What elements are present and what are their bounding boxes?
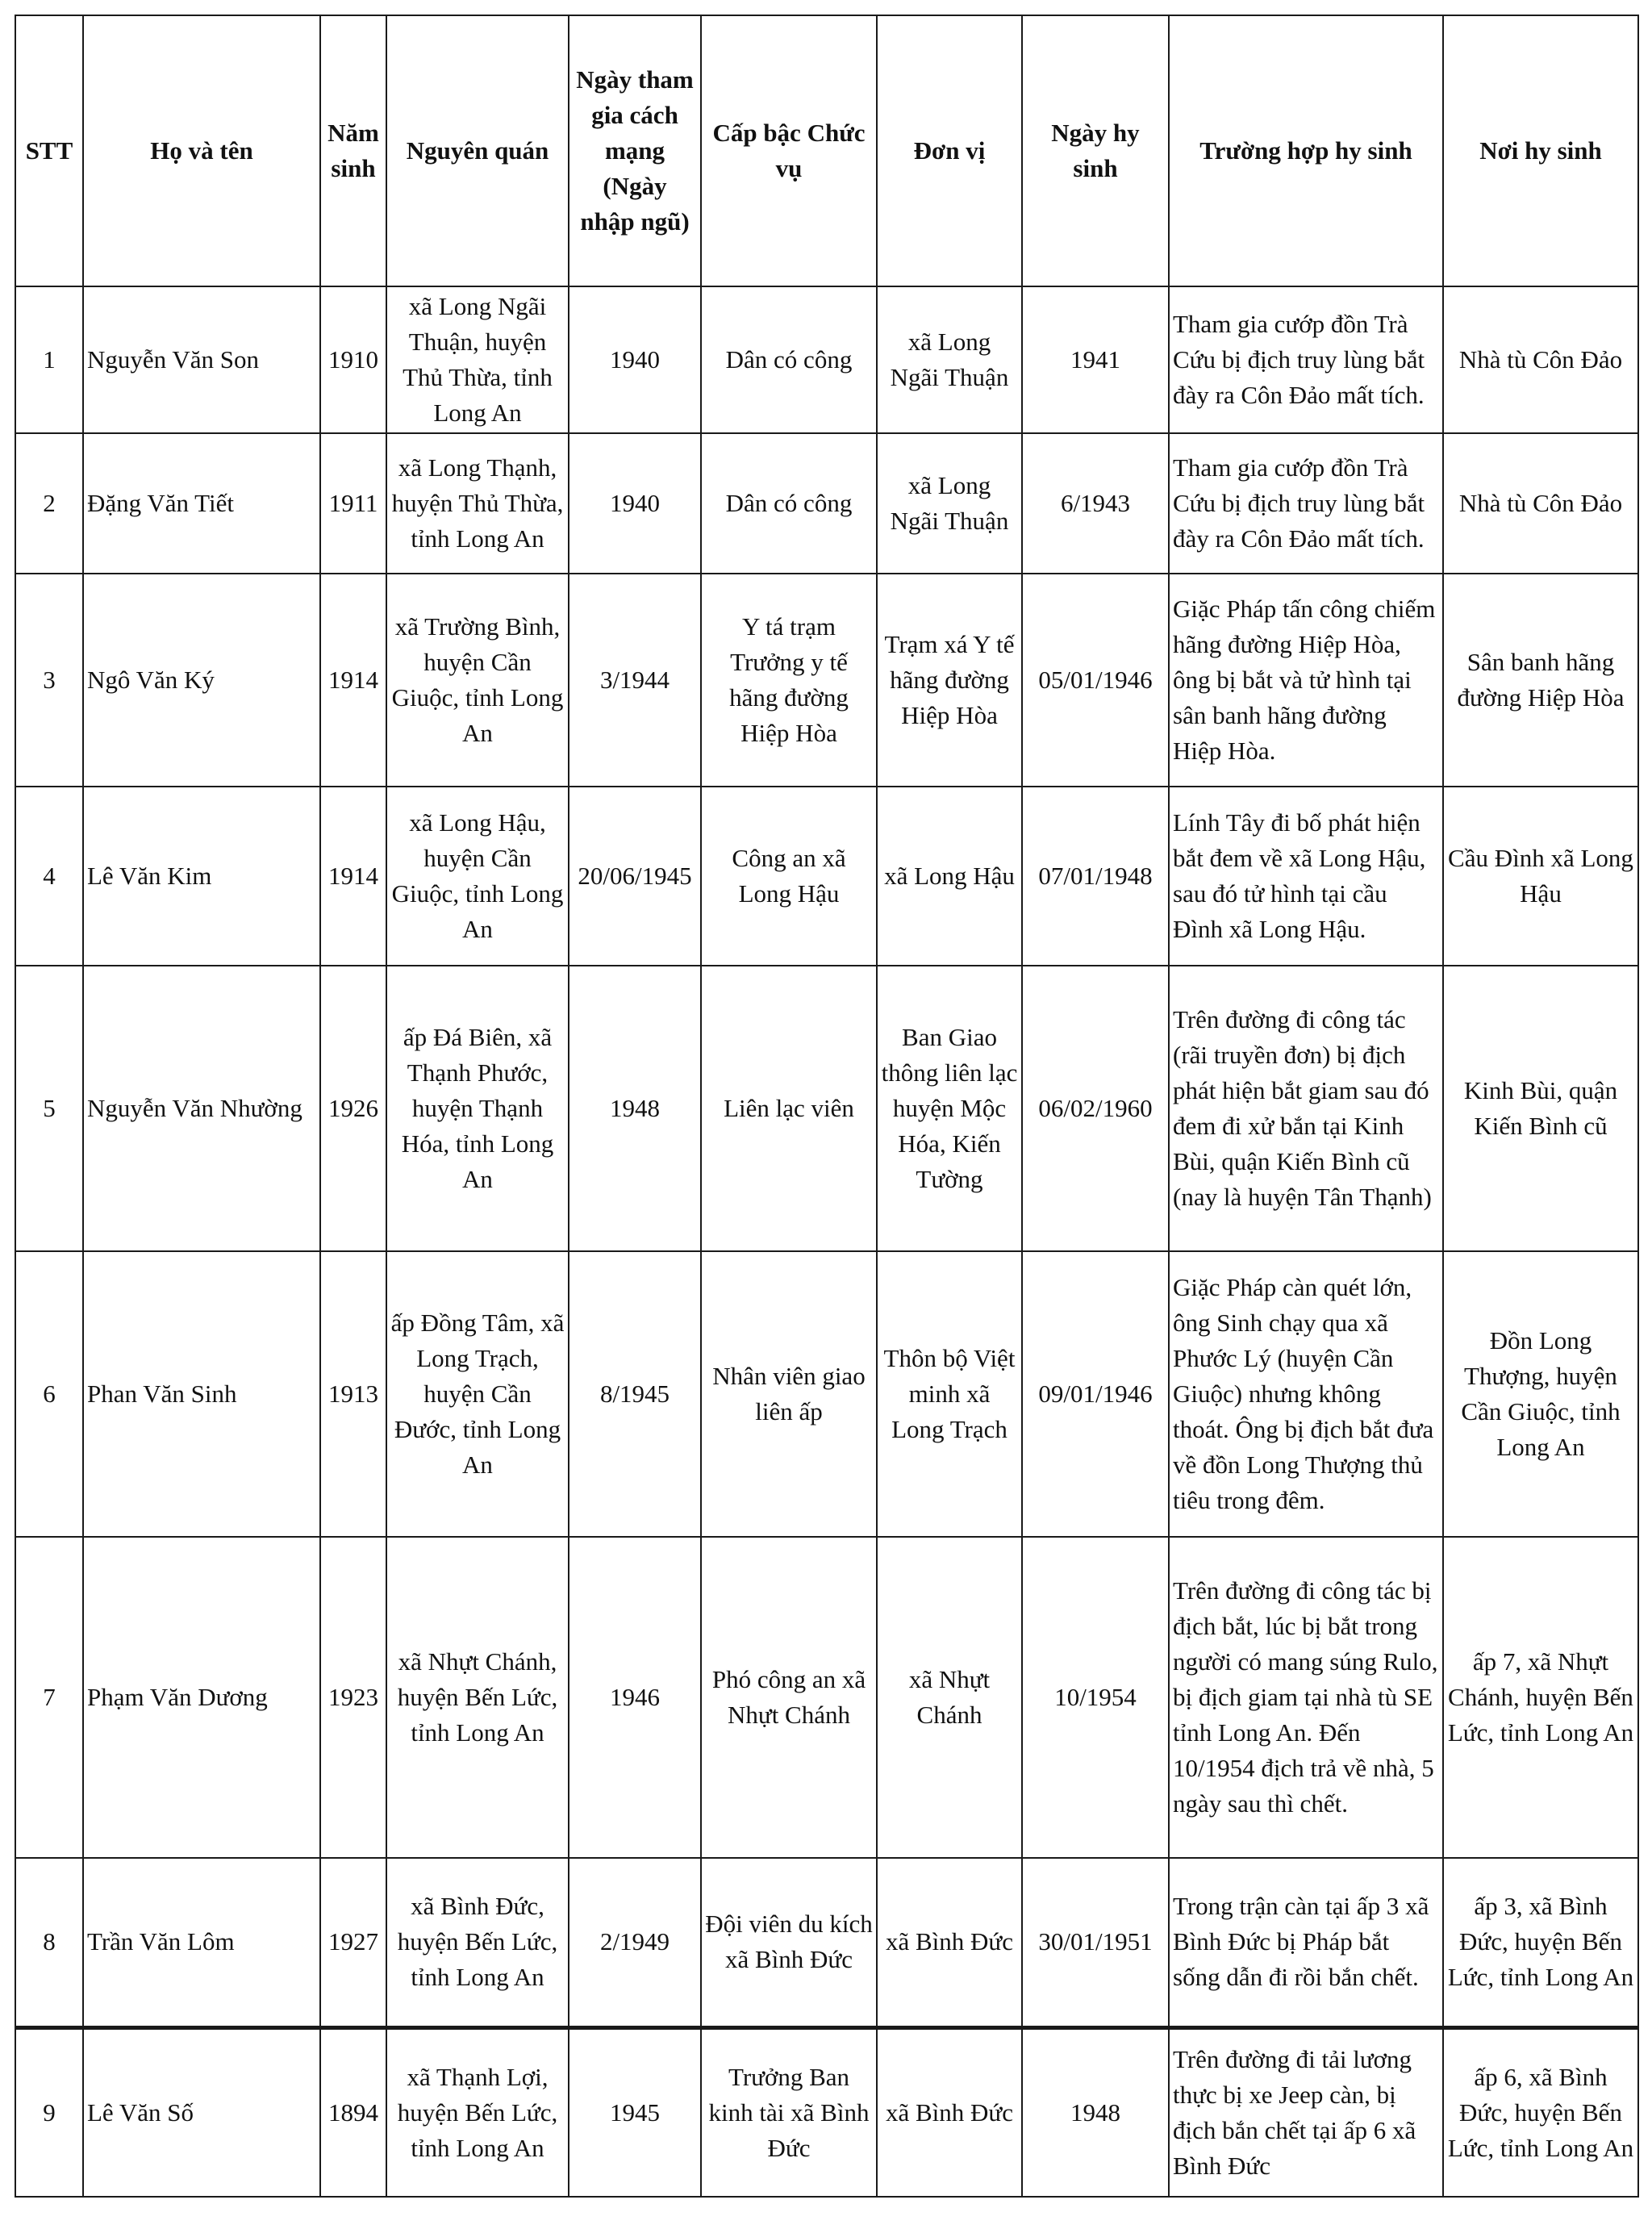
cell-stt: 9	[15, 2027, 83, 2197]
cell-death-date: 1941	[1022, 286, 1169, 433]
cell-circumstance: Trên đường đi công tác (rãi truyền đơn) bị địch phát hiện bắt giam sau đó đem đi xử bắn tại Kinh Bùi, quận Kiến Bình cũ (nay là huyện Tân Thạnh)	[1169, 966, 1443, 1251]
cell-place: Sân banh hãng đường Hiệp Hòa	[1443, 574, 1638, 787]
cell-birth-year: 1913	[320, 1251, 386, 1537]
cell-stt: 3	[15, 574, 83, 787]
cell-rank: Trưởng Ban kinh tài xã Bình Đức	[701, 2027, 877, 2197]
cell-unit: xã Long Ngãi Thuận	[877, 433, 1022, 574]
header-hometown: Nguyên quán	[386, 15, 569, 286]
header-stt: STT	[15, 15, 83, 286]
cell-name: Phan Văn Sinh	[83, 1251, 320, 1537]
cell-unit: xã Long Hậu	[877, 787, 1022, 966]
cell-hometown: xã Long Ngãi Thuận, huyện Thủ Thừa, tỉnh Long An	[386, 286, 569, 433]
cell-join-date: 8/1945	[569, 1251, 701, 1537]
cell-hometown: xã Long Thạnh, huyện Thủ Thừa, tỉnh Long An	[386, 433, 569, 574]
cell-name: Phạm Văn Dương	[83, 1537, 320, 1858]
cell-circumstance: Lính Tây đi bố phát hiện bắt đem về xã Long Hậu, sau đó tử hình tại cầu Đình xã Long Hậu.	[1169, 787, 1443, 966]
cell-birth-year: 1894	[320, 2027, 386, 2197]
table-row	[15, 1537, 1638, 1858]
cell-hometown: xã Nhựt Chánh, huyện Bến Lức, tỉnh Long An	[386, 1537, 569, 1858]
cell-join-date: 1946	[569, 1537, 701, 1858]
cell-place: ấp 7, xã Nhựt Chánh, huyện Bến Lức, tỉnh Long An	[1443, 1537, 1638, 1858]
cell-name: Nguyễn Văn Son	[83, 286, 320, 433]
cell-unit: xã Bình Đức	[877, 1858, 1022, 2027]
cell-birth-year: 1926	[320, 966, 386, 1251]
header-name: Họ và tên	[83, 15, 320, 286]
table-row	[15, 966, 1638, 1251]
cell-place: Nhà tù Côn Đảo	[1443, 286, 1638, 433]
cell-birth-year: 1923	[320, 1537, 386, 1858]
cell-join-date: 1948	[569, 966, 701, 1251]
cell-stt: 7	[15, 1537, 83, 1858]
cell-name: Trần Văn Lôm	[83, 1858, 320, 2027]
cell-rank: Y tá trạm Trưởng y tế hãng đường Hiệp Hòa	[701, 574, 877, 787]
cell-stt: 2	[15, 433, 83, 574]
cell-place: Cầu Đình xã Long Hậu	[1443, 787, 1638, 966]
cell-place: Nhà tù Côn Đảo	[1443, 433, 1638, 574]
document-page	[15, 15, 1637, 2198]
header-birth-year: Năm sinh	[320, 15, 386, 286]
cell-circumstance: Giặc Pháp tấn công chiếm hãng đường Hiệp Hòa, ông bị bắt và tử hình tại sân banh hãng đường Hiệp Hòa.	[1169, 574, 1443, 787]
cell-rank: Công an xã Long Hậu	[701, 787, 877, 966]
cell-place: ấp 6, xã Bình Đức, huyện Bến Lức, tỉnh Long An	[1443, 2027, 1638, 2197]
table-row	[15, 574, 1638, 787]
cell-death-date: 10/1954	[1022, 1537, 1169, 1858]
cell-birth-year: 1914	[320, 574, 386, 787]
cell-stt: 5	[15, 966, 83, 1251]
cell-death-date: 07/01/1948	[1022, 787, 1169, 966]
cell-join-date: 2/1949	[569, 1858, 701, 2027]
cell-unit: xã Nhựt Chánh	[877, 1537, 1022, 1858]
header-circumstance: Trường hợp hy sinh	[1169, 15, 1443, 286]
cell-join-date: 1945	[569, 2027, 701, 2197]
cell-name: Lê Văn Số	[83, 2027, 320, 2197]
cell-hometown: xã Trường Bình, huyện Cần Giuộc, tỉnh Long An	[386, 574, 569, 787]
cell-hometown: ấp Đá Biên, xã Thạnh Phước, huyện Thạnh Hóa, tỉnh Long An	[386, 966, 569, 1251]
table-row	[15, 1858, 1638, 2027]
table-row	[15, 787, 1638, 966]
cell-birth-year: 1914	[320, 787, 386, 966]
cell-circumstance: Trên đường đi tải lương thực bị xe Jeep càn, bị địch bắn chết tại ấp 6 xã Bình Đức	[1169, 2027, 1443, 2197]
header-join-date: Ngày tham gia cách mạng (Ngày nhập ngũ)	[569, 15, 701, 286]
cell-name: Lê Văn Kim	[83, 787, 320, 966]
cell-join-date: 3/1944	[569, 574, 701, 787]
cell-death-date: 06/02/1960	[1022, 966, 1169, 1251]
cell-rank: Phó công an xã Nhựt Chánh	[701, 1537, 877, 1858]
cell-rank: Dân có công	[701, 286, 877, 433]
table-row	[15, 2027, 1638, 2197]
cell-circumstance: Tham gia cướp đồn Trà Cứu bị địch truy lùng bắt đày ra Côn Đảo mất tích.	[1169, 433, 1443, 574]
cell-hometown: ấp Đồng Tâm, xã Long Trạch, huyện Cần Đước, tỉnh Long An	[386, 1251, 569, 1537]
cell-name: Ngô Văn Ký	[83, 574, 320, 787]
header-place: Nơi hy sinh	[1443, 15, 1638, 286]
cell-unit: Ban Giao thông liên lạc huyện Mộc Hóa, Kiến Tường	[877, 966, 1022, 1251]
cell-death-date: 1948	[1022, 2027, 1169, 2197]
cell-death-date: 6/1943	[1022, 433, 1169, 574]
table-row	[15, 286, 1638, 433]
cell-circumstance: Trên đường đi công tác bị địch bắt, lúc bị bắt trong người có mang súng Rulo, bị địch giam tại nhà tù SE tỉnh Long An. Đến 10/1954 địch trả về nhà, 5 ngày sau thì chết.	[1169, 1537, 1443, 1858]
cell-place: Đồn Long Thượng, huyện Cần Giuộc, tỉnh Long An	[1443, 1251, 1638, 1537]
cell-circumstance: Giặc Pháp càn quét lớn, ông Sinh chạy qua xã Phước Lý (huyện Cần Giuộc) nhưng không thoát. Ông bị địch bắt đưa về đồn Long Thượng thủ tiêu trong đêm.	[1169, 1251, 1443, 1537]
cell-rank: Đội viên du kích xã Bình Đức	[701, 1858, 877, 2027]
header-unit: Đơn vị	[877, 15, 1022, 286]
cell-stt: 4	[15, 787, 83, 966]
cell-stt: 8	[15, 1858, 83, 2027]
cell-death-date: 09/01/1946	[1022, 1251, 1169, 1537]
header-death-date: Ngày hy sinh	[1022, 15, 1169, 286]
martyrs-table	[15, 15, 1639, 2198]
cell-stt: 6	[15, 1251, 83, 1537]
cell-hometown: xã Long Hậu, huyện Cần Giuộc, tỉnh Long An	[386, 787, 569, 966]
cell-birth-year: 1910	[320, 286, 386, 433]
cell-hometown: xã Bình Đức, huyện Bến Lức, tỉnh Long An	[386, 1858, 569, 2027]
cell-unit: Trạm xá Y tế hãng đường Hiệp Hòa	[877, 574, 1022, 787]
cell-join-date: 1940	[569, 433, 701, 574]
cell-rank: Dân có công	[701, 433, 877, 574]
cell-birth-year: 1911	[320, 433, 386, 574]
cell-name: Đặng Văn Tiết	[83, 433, 320, 574]
table-row	[15, 1251, 1638, 1537]
cell-circumstance: Tham gia cướp đồn Trà Cứu bị địch truy lùng bắt đày ra Côn Đảo mất tích.	[1169, 286, 1443, 433]
cell-rank: Nhân viên giao liên ấp	[701, 1251, 877, 1537]
cell-name: Nguyễn Văn Nhường	[83, 966, 320, 1251]
cell-join-date: 20/06/1945	[569, 787, 701, 966]
cell-unit: Thôn bộ Việt minh xã Long Trạch	[877, 1251, 1022, 1537]
cell-unit: xã Bình Đức	[877, 2027, 1022, 2197]
cell-rank: Liên lạc viên	[701, 966, 877, 1251]
cell-hometown: xã Thạnh Lợi, huyện Bến Lức, tỉnh Long An	[386, 2027, 569, 2197]
cell-circumstance: Trong trận càn tại ấp 3 xã Bình Đức bị Pháp bắt sống dẫn đi rồi bắn chết.	[1169, 1858, 1443, 2027]
header-row	[15, 15, 1638, 286]
cell-join-date: 1940	[569, 286, 701, 433]
cell-birth-year: 1927	[320, 1858, 386, 2027]
cell-place: ấp 3, xã Bình Đức, huyện Bến Lức, tỉnh Long An	[1443, 1858, 1638, 2027]
table-row	[15, 433, 1638, 574]
header-rank: Cấp bậc Chức vụ	[701, 15, 877, 286]
cell-stt: 1	[15, 286, 83, 433]
cell-place: Kinh Bùi, quận Kiến Bình cũ	[1443, 966, 1638, 1251]
cell-death-date: 30/01/1951	[1022, 1858, 1169, 2027]
cell-unit: xã Long Ngãi Thuận	[877, 286, 1022, 433]
cell-death-date: 05/01/1946	[1022, 574, 1169, 787]
